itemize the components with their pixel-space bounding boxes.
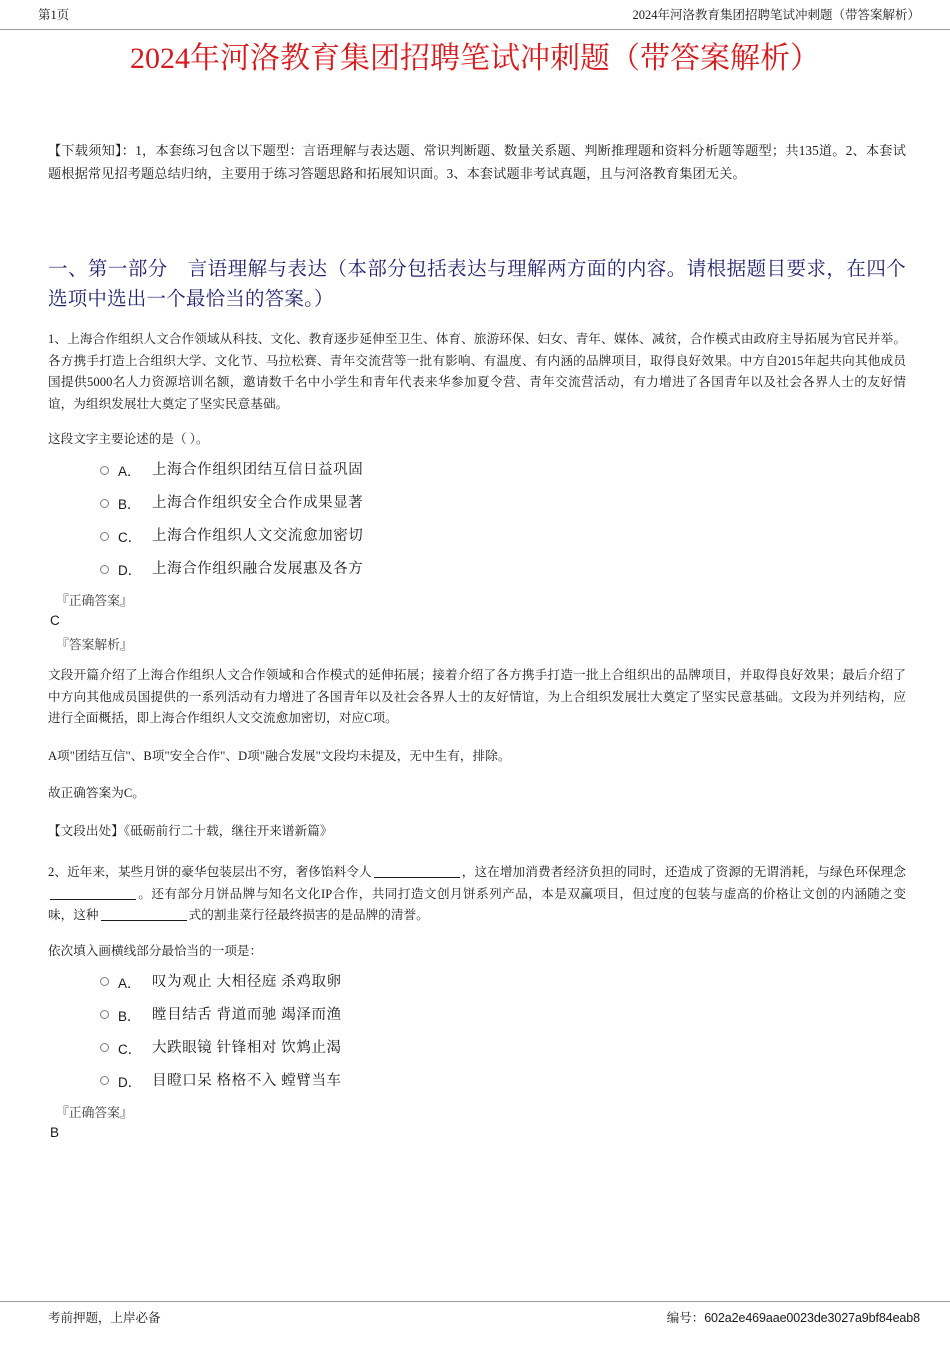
radio-button-icon[interactable] — [100, 532, 109, 541]
question-1-options — [48, 460, 906, 579]
question-1-analysis-label: 『答案解析』 — [56, 638, 133, 652]
option-row[interactable] — [48, 1038, 906, 1058]
footer-slogan: 考前押题，上岸必备 — [48, 1311, 161, 1325]
option-row[interactable] — [48, 460, 906, 480]
question-1-analysis-paragraph: A项"团结互信"、B项"安全合作"、D项"融合发展"文段均未提及，无中生有，排除。 — [48, 748, 511, 763]
question-1-answer-value: C — [50, 613, 60, 628]
option-text: 上海合作组织融合发展惠及各方 — [152, 561, 364, 577]
fill-in-blank[interactable] — [374, 865, 460, 878]
question-2-stem-part: 2、近年来，某些月饼的豪华包装层出不穷，奢侈馅料令人 — [48, 865, 372, 879]
radio-button-icon[interactable] — [100, 1076, 109, 1085]
option-letter: D． — [118, 1074, 142, 1090]
document-body — [48, 140, 906, 1144]
option-text: 上海合作组织团结互信日益巩固 — [152, 462, 364, 478]
page-title: 2024年河洛教育集团招聘笔试冲刺题（带答案解析） — [130, 42, 820, 75]
option-text: 目瞪口呆 格格不入 螳臂当车 — [152, 1072, 342, 1089]
section-heading: 一、第一部分 言语理解与表达（本部分包括表达与理解两方面的内容。请根据题目要求，在四个选项中选出一个最恰当的答案。） — [48, 259, 906, 310]
question-2-options — [48, 972, 906, 1091]
option-row[interactable] — [48, 972, 906, 992]
fill-in-blank[interactable] — [50, 887, 136, 900]
page-footer — [0, 1301, 950, 1345]
page-header — [0, 0, 950, 30]
radio-button-icon[interactable] — [100, 1043, 109, 1052]
question-2-prompt: 依次填入画横线部分最恰当的一项是： — [48, 943, 263, 958]
question-2-answer-value: B — [50, 1124, 60, 1140]
option-text: 叹为观止 大相径庭 杀鸡取卵 — [152, 973, 342, 990]
option-row[interactable] — [48, 559, 906, 579]
question-1-stem: 1、上海合作组织人文合作领域从科技、文化、教育逐步延伸至卫生、体育、旅游环保、妇女、青年、媒体、减贫，合作模式由政府主导拓展为官民并举。各方携手打造上合组织大学、文化节、马拉松赛、青年交流营等一批有影响、有温度、有内涵的品牌项目，取得良好效果。中方自2015年起共向其他成员国提供5000名人力资源培训名额，邀请数千名中小学生和青年代表来华参加夏令营、青年交流营活动，有力增进了各国青年以及社会各界人士的友好情谊，为组织发展壮大奠定了坚实民意基础。 — [48, 332, 906, 411]
option-letter: B． — [118, 1008, 141, 1024]
radio-button-icon[interactable] — [100, 466, 109, 475]
option-row[interactable] — [48, 526, 906, 546]
footer-id — [667, 1311, 920, 1326]
download-notice: 【下载须知】：1，本套练习包含以下题型：言语理解与表达题、常识判断题、数量关系题、判断推理题和资料分析题等题型；共135道。2、本套试题根据常见招考题总结归纳，主要用于练习答题思路和拓展知识面。3、本套试题非考试真题，且与河洛教育集团无关。 — [48, 143, 906, 181]
question-2-stem — [48, 862, 906, 927]
question-2-stem-part: 式的割韭菜行径最终损害的是品牌的清誉。 — [188, 908, 429, 922]
option-letter: A． — [118, 464, 141, 479]
option-letter: C． — [118, 1041, 142, 1057]
option-text: 上海合作组织人文交流愈加密切 — [152, 528, 364, 544]
option-text: 瞠目结舌 背道而驰 竭泽而渔 — [152, 1006, 342, 1023]
option-letter: B． — [118, 497, 141, 512]
radio-button-icon[interactable] — [100, 565, 109, 574]
page-number-label: 第1页 — [38, 8, 70, 22]
option-row[interactable] — [48, 493, 906, 513]
question-2-stem-part: ，这在增加消费者经济负担的同时，还造成了资源的无谓消耗，与绿色环保理念 — [461, 865, 906, 879]
radio-button-icon[interactable] — [100, 499, 109, 508]
question-1-analysis-paragraph: 文段开篇介绍了上海合作组织人文合作领域和合作模式的延伸拓展；接着介绍了各方携手打造一批上合组织出的品牌项目，并取得良好效果；最后介绍了中方向其他成员国提供的一系列活动有力增进了各国青年以及社会各界人士的友好情谊，为上合组织发展壮大奠定了坚实民意基础。文段为并列结构，应进行全面概括，即上海合作组织人文交流愈加密切，对应C项。 — [48, 668, 906, 725]
option-letter: C． — [118, 530, 142, 545]
footer-id-label: 编号： — [666, 1311, 705, 1325]
radio-button-icon[interactable] — [100, 1010, 109, 1019]
footer-id-value: 602a2e469aae0023de3027a9bf84eab8 — [704, 1311, 920, 1325]
option-row[interactable] — [48, 1005, 906, 1025]
question-1-source: 【文段出处】《砥砺前行二十载，继往开来谱新篇》 — [48, 823, 333, 838]
question-1-prompt: 这段文字主要论述的是（ ）。 — [48, 432, 209, 446]
option-text: 上海合作组织安全合作成果显著 — [152, 495, 364, 511]
question-2-stem-part: 。还有部分月饼品牌与知名文化IP合作，共同打造文创月饼系列产品，本是双赢项目，但过度的包装与虚高的价格让文创的内涵随之变味，这种 — [48, 886, 906, 922]
question-1-answer-label: 『正确答案』 — [56, 594, 133, 608]
radio-button-icon[interactable] — [100, 977, 109, 986]
option-text: 大跌眼镜 针锋相对 饮鸩止渴 — [152, 1039, 342, 1056]
option-letter: A． — [118, 975, 141, 991]
question-1-analysis-paragraph: 故正确答案为C。 — [48, 786, 145, 800]
fill-in-blank[interactable] — [101, 908, 187, 921]
header-running-title: 2024年河洛教育集团招聘笔试冲刺题（带答案解析） — [632, 8, 920, 22]
option-row[interactable] — [48, 1071, 906, 1091]
question-2-answer-label: 『正确答案』 — [56, 1105, 133, 1120]
option-letter: D． — [118, 563, 142, 578]
